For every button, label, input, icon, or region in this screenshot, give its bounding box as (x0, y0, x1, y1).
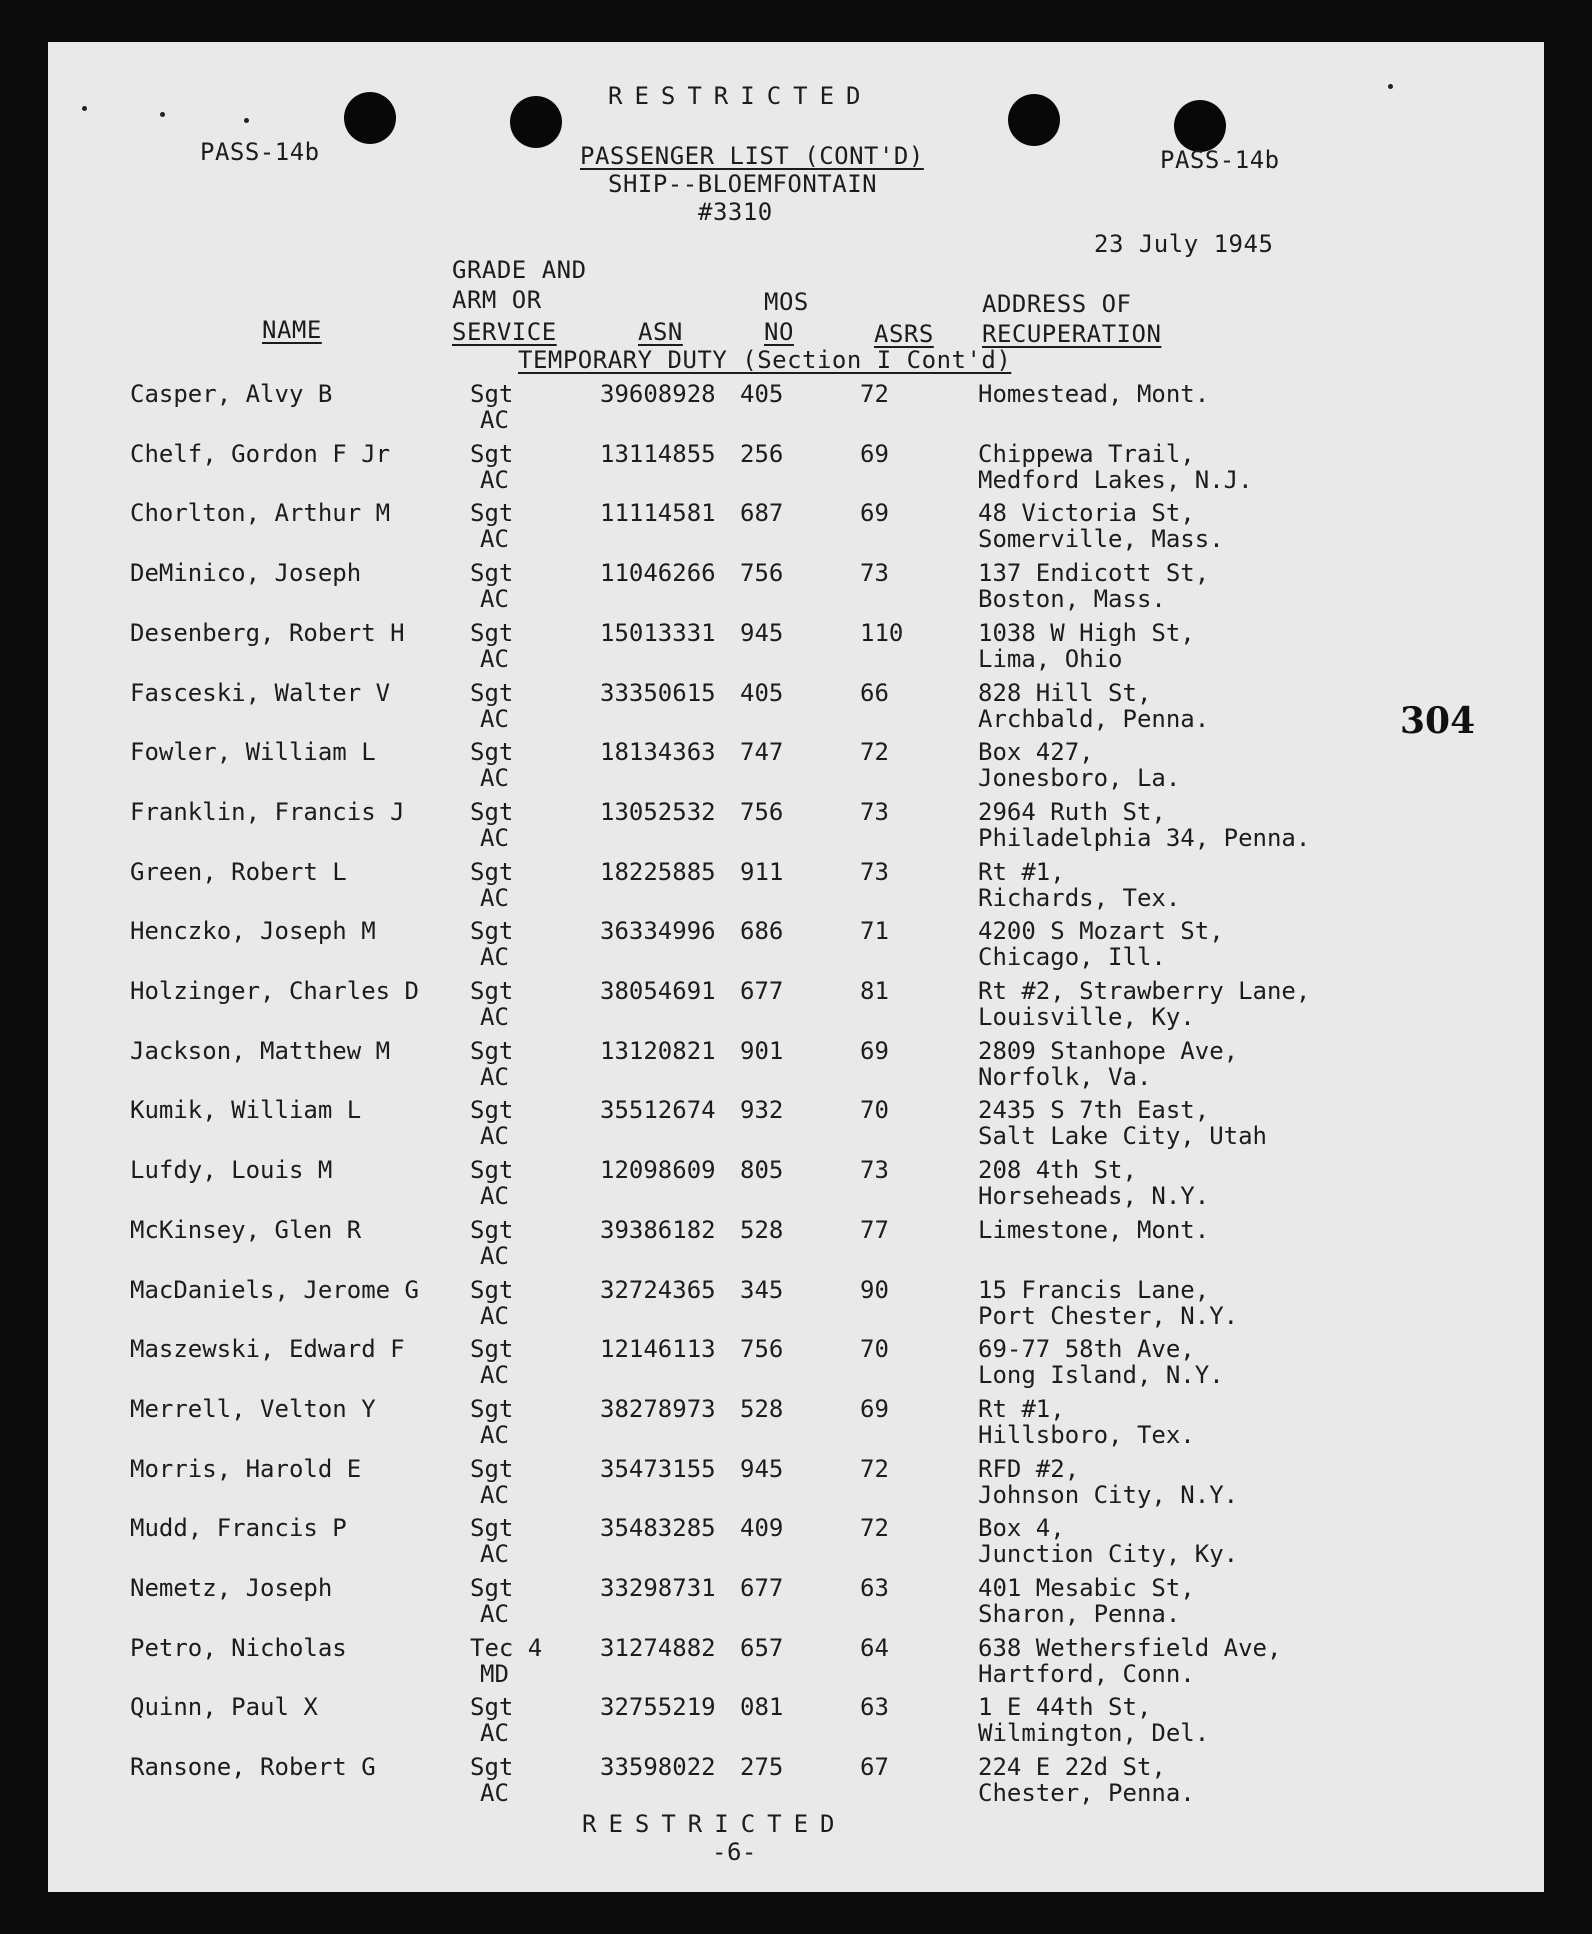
address-line2: Hillsboro, Tex. (978, 1420, 1195, 1449)
address-line2: Jonesboro, La. (978, 764, 1181, 793)
address-line2: Horseheads, N.Y. (978, 1182, 1210, 1211)
document-date: 23 July 1945 (1094, 230, 1274, 258)
asn-cell: 15013331 (600, 618, 716, 647)
address-line1: 224 E 22d St, (978, 1753, 1166, 1782)
passenger-name: Nemetz, Joseph (130, 1574, 333, 1602)
passenger-name: Ransone, Robert G (130, 1753, 376, 1782)
address-line1: 1 E 44th St, (978, 1693, 1152, 1722)
asrs-cell: 90 (860, 1275, 889, 1304)
address-line2: Chester, Penna. (978, 1779, 1195, 1808)
asn-cell: 36334996 (600, 917, 716, 946)
grade-cell: Sgt (470, 797, 514, 826)
address-line2: Richards, Tex. (978, 883, 1181, 912)
asn-cell: 33598022 (600, 1753, 716, 1782)
table-row (48, 440, 1544, 500)
arm-service-cell: AC (480, 943, 509, 972)
table-row (48, 380, 1544, 440)
arm-service-cell: AC (480, 1719, 509, 1748)
passenger-name: Maszewski, Edward F (130, 1335, 405, 1364)
asrs-cell: 69 (860, 1394, 889, 1423)
passenger-name: Lufdy, Louis M (130, 1156, 333, 1185)
address-line1: 4200 S Mozart St, (978, 917, 1224, 946)
restricted-top: RESTRICTED (608, 82, 873, 110)
grade-cell: Sgt (470, 857, 514, 886)
table-row (48, 1514, 1544, 1574)
asrs-cell: 73 (860, 1156, 889, 1185)
col-grade-line2: ARM OR (452, 286, 542, 314)
address-line1: Rt #1, (978, 857, 1065, 886)
arm-service-cell: AC (480, 525, 509, 554)
address-line2: Junction City, Ky. (978, 1540, 1239, 1569)
grade-cell: Sgt (470, 917, 514, 946)
passenger-name: Holzinger, Charles D (130, 977, 419, 1005)
speck (82, 106, 87, 111)
address-line1: 401 Mesabic St, (978, 1574, 1195, 1602)
mos-cell: 747 (740, 738, 784, 767)
asn-cell: 18225885 (600, 857, 716, 886)
asn-cell: 35473155 (600, 1454, 716, 1483)
table-row (48, 679, 1544, 739)
table-row (48, 917, 1544, 977)
asrs-cell: 63 (860, 1574, 889, 1602)
address-line1: 2435 S 7th East, (978, 1096, 1210, 1125)
col-name: NAME (262, 316, 322, 344)
asrs-cell: 81 (860, 977, 889, 1005)
speck (1388, 84, 1393, 89)
table-row (48, 1276, 1544, 1336)
arm-service-cell: AC (480, 1003, 509, 1031)
asrs-cell: 69 (860, 1036, 889, 1065)
passenger-name: Jackson, Matthew M (130, 1036, 391, 1065)
mos-cell: 901 (740, 1036, 784, 1065)
asrs-cell: 110 (860, 618, 904, 647)
arm-service-cell: AC (480, 644, 509, 673)
address-line1: 2809 Stanhope Ave, (978, 1036, 1239, 1065)
passenger-name: Chelf, Gordon F Jr (130, 439, 391, 468)
address-line2: Hartford, Conn. (978, 1659, 1195, 1688)
table-row (48, 858, 1544, 918)
page-number: -6- (712, 1838, 757, 1866)
passenger-name: DeMinico, Joseph (130, 559, 362, 588)
passenger-name: Merrell, Velton Y (130, 1394, 376, 1423)
mos-cell: 932 (740, 1096, 784, 1125)
passenger-name: McKinsey, Glen R (130, 1215, 362, 1244)
arm-service-cell: AC (480, 1480, 509, 1509)
asrs-cell: 63 (860, 1693, 889, 1722)
address-line1: 828 Hill St, (978, 678, 1152, 707)
asn-cell: 12146113 (600, 1335, 716, 1364)
form-number-right: PASS-14b (1160, 146, 1280, 174)
punch-hole (510, 96, 562, 148)
ship-number: #3310 (698, 198, 773, 226)
arm-service-cell: AC (480, 465, 509, 494)
address-line2: Wilmington, Del. (978, 1719, 1210, 1748)
table-row (48, 1096, 1544, 1156)
mos-cell: 756 (740, 797, 784, 826)
asrs-cell: 67 (860, 1753, 889, 1782)
col-grade-line1: GRADE AND (452, 256, 587, 284)
col-address-line1: ADDRESS OF (982, 290, 1132, 318)
table-row (48, 1037, 1544, 1097)
asrs-cell: 73 (860, 559, 889, 588)
passenger-name: MacDaniels, Jerome G (130, 1275, 419, 1304)
asn-cell: 12098609 (600, 1156, 716, 1185)
arm-service-cell: AC (480, 883, 509, 912)
form-number-left: PASS-14b (200, 138, 320, 166)
table-row (48, 1634, 1544, 1694)
address-line1: RFD #2, (978, 1454, 1080, 1483)
address-line1: Box 4, (978, 1514, 1065, 1543)
grade-cell: Sgt (470, 1574, 514, 1602)
passenger-name: Petro, Nicholas (130, 1633, 347, 1662)
grade-cell: Sgt (470, 977, 514, 1005)
address-line2: Port Chester, N.Y. (978, 1301, 1239, 1330)
punch-hole (344, 92, 396, 144)
address-line1: Rt #2, Strawberry Lane, (978, 977, 1311, 1005)
mos-cell: 528 (740, 1394, 784, 1423)
asn-cell: 35512674 (600, 1096, 716, 1125)
address-line1: Limestone, Mont. (978, 1215, 1210, 1244)
speck (160, 112, 165, 117)
asrs-cell: 66 (860, 678, 889, 707)
grade-cell: Sgt (470, 499, 514, 528)
passenger-name: Mudd, Francis P (130, 1514, 347, 1543)
table-row (48, 798, 1544, 858)
grade-cell: Sgt (470, 618, 514, 647)
asrs-cell: 70 (860, 1096, 889, 1125)
grade-cell: Sgt (470, 738, 514, 767)
asrs-cell: 72 (860, 738, 889, 767)
table-row (48, 1693, 1544, 1753)
mos-cell: 275 (740, 1753, 784, 1782)
passenger-name: Casper, Alvy B (130, 380, 333, 408)
mos-cell: 677 (740, 1574, 784, 1602)
asn-cell: 13052532 (600, 797, 716, 826)
asn-cell: 18134363 (600, 738, 716, 767)
address-line1: 1038 W High St, (978, 618, 1195, 647)
asrs-cell: 73 (860, 857, 889, 886)
address-line1: 208 4th St, (978, 1156, 1137, 1185)
table-row (48, 1335, 1544, 1395)
col-asrs: ASRS (874, 320, 934, 348)
ship-name: SHIP--BLOEMFONTAIN (608, 170, 878, 198)
table-row (48, 559, 1544, 619)
grade-cell: Sgt (470, 1036, 514, 1065)
table-row (48, 1753, 1544, 1813)
mos-cell: 405 (740, 678, 784, 707)
asrs-cell: 69 (860, 439, 889, 468)
grade-cell: Sgt (470, 1693, 514, 1722)
passenger-name: Chorlton, Arthur M (130, 499, 391, 528)
arm-service-cell: AC (480, 1361, 509, 1390)
arm-service-cell: AC (480, 1062, 509, 1091)
passenger-name: Fasceski, Walter V (130, 678, 391, 707)
asrs-cell: 72 (860, 380, 889, 408)
restricted-bottom: RESTRICTED (582, 1810, 847, 1838)
arm-service-cell: AC (480, 406, 509, 434)
address-line2: Medford Lakes, N.J. (978, 465, 1253, 494)
address-line2: Long Island, N.Y. (978, 1361, 1224, 1390)
mos-cell: 405 (740, 380, 784, 408)
table-row (48, 1156, 1544, 1216)
table-row (48, 977, 1544, 1037)
grade-cell: Sgt (470, 1215, 514, 1244)
mos-cell: 945 (740, 618, 784, 647)
address-line2: Salt Lake City, Utah (978, 1122, 1267, 1151)
speck (244, 118, 249, 123)
page-title: PASSENGER LIST (CONT'D) (580, 142, 924, 170)
mos-cell: 756 (740, 1335, 784, 1364)
address-line1: 69-77 58th Ave, (978, 1335, 1195, 1364)
arm-service-cell: AC (480, 764, 509, 793)
asrs-cell: 72 (860, 1454, 889, 1483)
asn-cell: 11114581 (600, 499, 716, 528)
asrs-cell: 77 (860, 1215, 889, 1244)
address-line1: Homestead, Mont. (978, 380, 1210, 408)
grade-cell: Sgt (470, 1335, 514, 1364)
punch-hole (1008, 94, 1060, 146)
address-line1: 2964 Ruth St, (978, 797, 1166, 826)
address-line2: Johnson City, N.Y. (978, 1480, 1239, 1509)
address-line2: Archbald, Penna. (978, 704, 1210, 733)
mos-cell: 256 (740, 439, 784, 468)
asrs-cell: 72 (860, 1514, 889, 1543)
mos-cell: 677 (740, 977, 784, 1005)
address-line2: Lima, Ohio (978, 644, 1123, 673)
grade-cell: Sgt (470, 380, 514, 408)
mos-cell: 528 (740, 1215, 784, 1244)
table-row (48, 1574, 1544, 1634)
address-line2: Chicago, Ill. (978, 943, 1166, 972)
address-line2: Somerville, Mass. (978, 525, 1224, 554)
grade-cell: Sgt (470, 439, 514, 468)
mos-cell: 345 (740, 1275, 784, 1304)
asn-cell: 39608928 (600, 380, 716, 408)
address-line1: Rt #1, (978, 1394, 1065, 1423)
asn-cell: 33350615 (600, 678, 716, 707)
asrs-cell: 71 (860, 917, 889, 946)
address-line1: 137 Endicott St, (978, 559, 1210, 588)
address-line1: 48 Victoria St, (978, 499, 1195, 528)
passenger-name: Fowler, William L (130, 738, 376, 767)
asn-cell: 13120821 (600, 1036, 716, 1065)
asn-cell: 38054691 (600, 977, 716, 1005)
asn-cell: 32755219 (600, 1693, 716, 1722)
punch-hole (1174, 100, 1226, 152)
arm-service-cell: AC (480, 1301, 509, 1330)
mos-cell: 081 (740, 1693, 784, 1722)
passenger-name: Kumik, William L (130, 1096, 362, 1125)
passenger-name: Henczko, Joseph M (130, 917, 376, 946)
asn-cell: 38278973 (600, 1394, 716, 1423)
asn-cell: 31274882 (600, 1633, 716, 1662)
arm-service-cell: AC (480, 823, 509, 852)
grade-cell: Sgt (470, 559, 514, 588)
grade-cell: Sgt (470, 1454, 514, 1483)
table-row (48, 1455, 1544, 1515)
arm-service-cell: AC (480, 1182, 509, 1211)
address-line1: 15 Francis Lane, (978, 1275, 1210, 1304)
asrs-cell: 64 (860, 1633, 889, 1662)
address-line2: Philadelphia 34, Penna. (978, 823, 1311, 852)
col-address-line2: RECUPERATION (982, 320, 1162, 348)
asn-cell: 33298731 (600, 1574, 716, 1602)
arm-service-cell: AC (480, 1122, 509, 1151)
grade-cell: Sgt (470, 1275, 514, 1304)
grade-cell: Tec 4 (470, 1633, 543, 1662)
mos-cell: 409 (740, 1514, 784, 1543)
passenger-name: Desenberg, Robert H (130, 618, 405, 647)
table-row (48, 499, 1544, 559)
address-line2: Norfolk, Va. (978, 1062, 1152, 1091)
table-row (48, 738, 1544, 798)
passenger-name: Quinn, Paul X (130, 1693, 318, 1722)
grade-cell: Sgt (470, 678, 514, 707)
mos-cell: 657 (740, 1633, 784, 1662)
asn-cell: 13114855 (600, 439, 716, 468)
col-mos-line2: NO (764, 318, 794, 346)
asrs-cell: 70 (860, 1335, 889, 1364)
passenger-name: Franklin, Francis J (130, 797, 405, 826)
table-row (48, 619, 1544, 679)
mos-cell: 756 (740, 559, 784, 588)
col-mos-line1: MOS (764, 288, 809, 316)
asrs-cell: 69 (860, 499, 889, 528)
table-row (48, 1216, 1544, 1276)
grade-cell: Sgt (470, 1156, 514, 1185)
asn-cell: 35483285 (600, 1514, 716, 1543)
arm-service-cell: AC (480, 1241, 509, 1270)
document-page (48, 42, 1544, 1892)
asn-cell: 39386182 (600, 1215, 716, 1244)
grade-cell: Sgt (470, 1514, 514, 1543)
asrs-cell: 73 (860, 797, 889, 826)
col-asn: ASN (638, 318, 683, 346)
address-line2: Sharon, Penna. (978, 1600, 1181, 1628)
section-heading: TEMPORARY DUTY (Section I Cont'd) (518, 346, 1012, 374)
col-grade-line3: SERVICE (452, 318, 557, 346)
table-row (48, 1395, 1544, 1455)
asn-cell: 32724365 (600, 1275, 716, 1304)
arm-service-cell: AC (480, 1420, 509, 1449)
page-stamp-number: 304 (1400, 700, 1476, 742)
address-line2: Louisville, Ky. (978, 1003, 1195, 1031)
grade-cell: Sgt (470, 1753, 514, 1782)
address-line1: Chippewa Trail, (978, 439, 1195, 468)
grade-cell: Sgt (470, 1394, 514, 1423)
address-line1: 638 Wethersfield Ave, (978, 1633, 1282, 1662)
passenger-name: Green, Robert L (130, 857, 347, 886)
mos-cell: 911 (740, 857, 784, 886)
mos-cell: 805 (740, 1156, 784, 1185)
passenger-name: Morris, Harold E (130, 1454, 362, 1483)
arm-service-cell: AC (480, 1600, 509, 1628)
arm-service-cell: AC (480, 1779, 509, 1808)
grade-cell: Sgt (470, 1096, 514, 1125)
mos-cell: 945 (740, 1454, 784, 1483)
mos-cell: 687 (740, 499, 784, 528)
arm-service-cell: AC (480, 704, 509, 733)
address-line2: Boston, Mass. (978, 585, 1166, 614)
asn-cell: 11046266 (600, 559, 716, 588)
arm-service-cell: AC (480, 1540, 509, 1569)
arm-service-cell: MD (480, 1659, 509, 1688)
address-line1: Box 427, (978, 738, 1094, 767)
arm-service-cell: AC (480, 585, 509, 614)
mos-cell: 686 (740, 917, 784, 946)
